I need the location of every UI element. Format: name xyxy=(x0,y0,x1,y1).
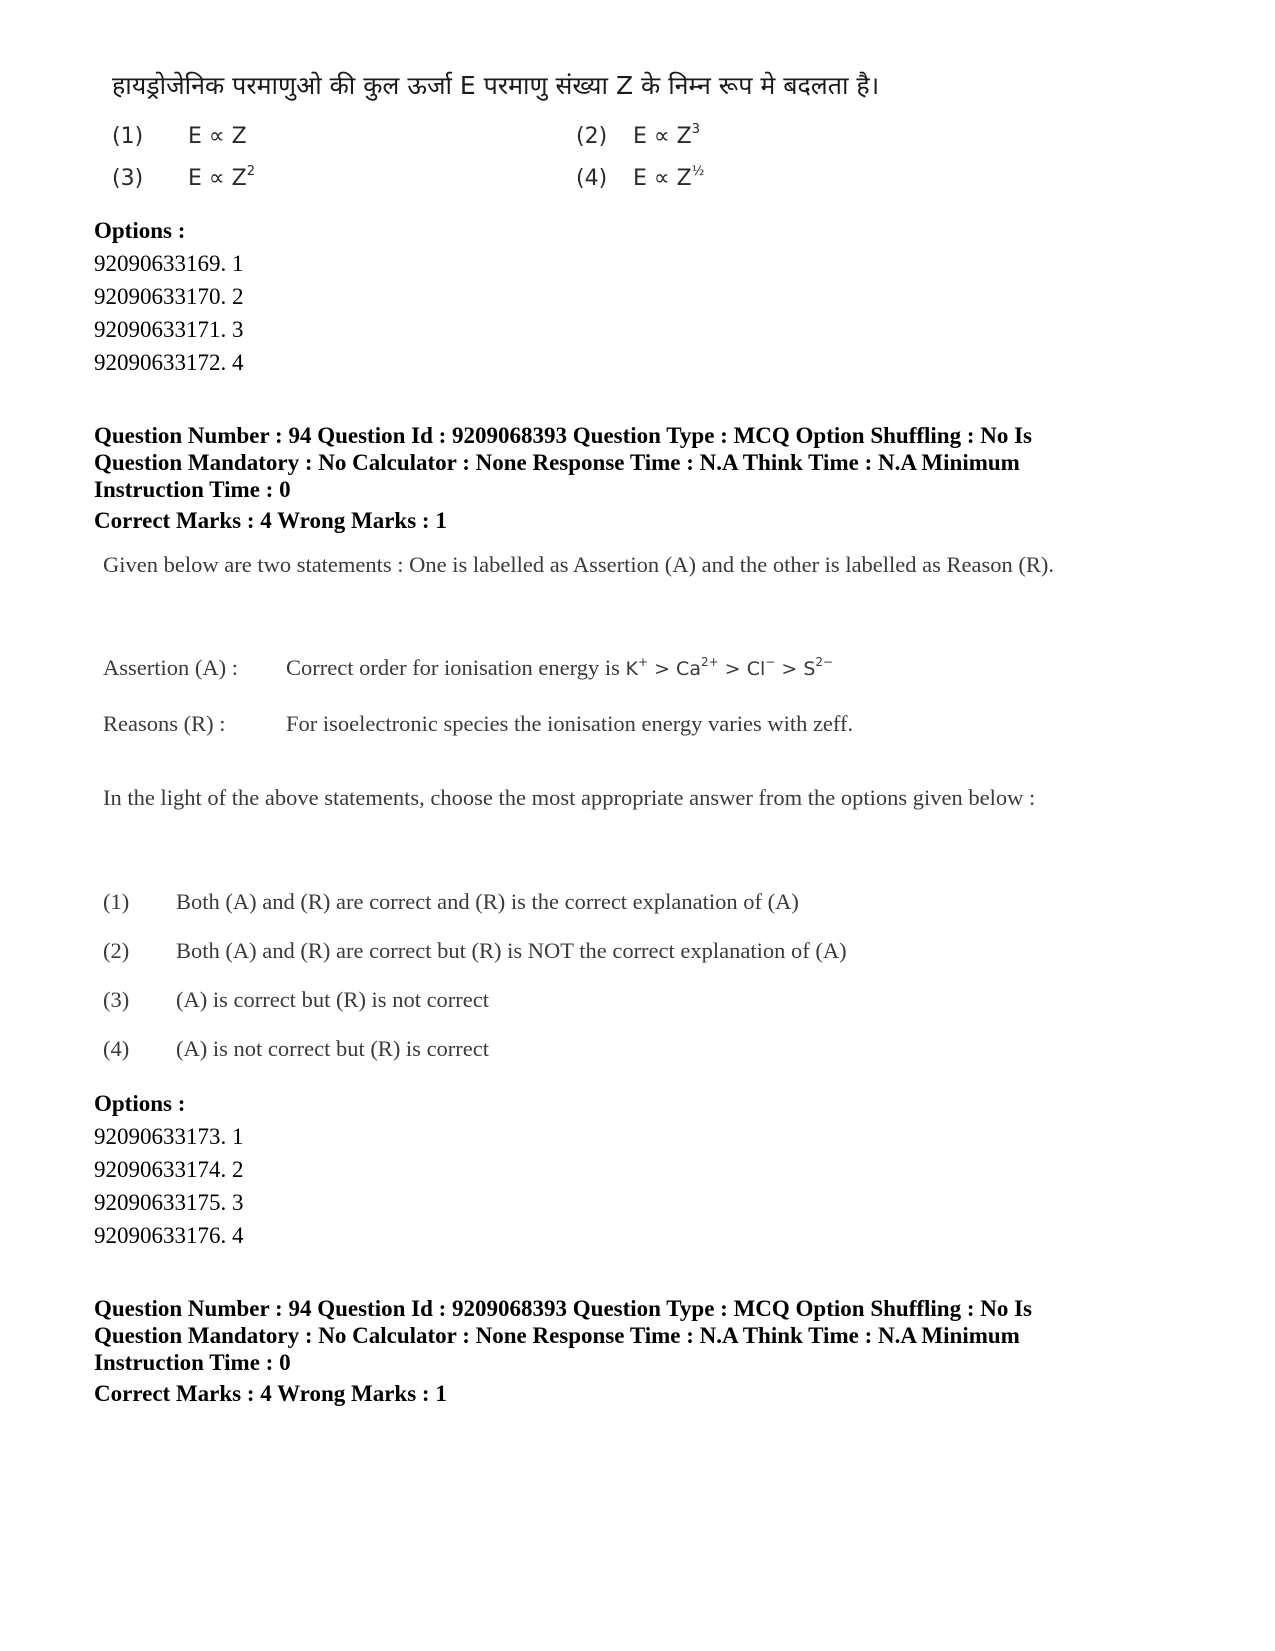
english-question-image xyxy=(103,545,1063,1061)
choice-text: (A) is correct but (R) is not correct xyxy=(176,987,490,1012)
option-id-item: 92090633171. 3 xyxy=(94,317,244,342)
choice-expression: E ∝ Z xyxy=(633,124,692,149)
chem-charge: − xyxy=(765,655,776,669)
question-meta-line: Instruction Time : 0 xyxy=(94,1350,291,1375)
choice-expression: E ∝ Z xyxy=(188,166,247,191)
choice-number: (1) xyxy=(112,124,144,149)
question-meta-line: Instruction Time : 0 xyxy=(94,477,291,502)
choice-text: Both (A) and (R) are correct and (R) is the correct explanation of (A) xyxy=(176,889,799,914)
option-id-item: 92090633176. 4 xyxy=(94,1223,244,1248)
choice-text: Both (A) and (R) are correct but (R) is NOT the correct explanation of (A) xyxy=(176,938,847,963)
hindi-question-text: हायड्रोजेनिक परमाणुओ की कुल ऊर्जा E परमाणु संख्या Z के निम्न रूप मे बदलता है। xyxy=(112,71,880,100)
choice-exponent: ½ xyxy=(691,164,705,179)
chem-gt: > xyxy=(724,658,741,680)
choice-exponent: 3 xyxy=(691,122,700,137)
chem-charge: 2− xyxy=(815,655,834,669)
choice-number: (2) xyxy=(576,124,608,149)
question-meta-line: Question Mandatory : No Calculator : None Response Time : N.A Think Time : N.A Minimum xyxy=(94,1323,1020,1348)
choice-number: (3) xyxy=(103,987,130,1012)
question-marks: Correct Marks : 4 Wrong Marks : 1 xyxy=(94,508,447,533)
option-id-item: 92090633169. 1 xyxy=(94,251,244,276)
english-choice-2 xyxy=(103,938,847,964)
option-id-item: 92090633173. 1 xyxy=(94,1124,244,1149)
chem-gt: > xyxy=(654,658,670,680)
chem-charge: 2+ xyxy=(700,655,719,669)
english-choice-3 xyxy=(103,987,489,1013)
question-prompt: In the light of the above statements, choose the most appropriate answer from the options given below : xyxy=(103,785,1036,810)
chem-gt: > xyxy=(781,658,798,680)
question-marks: Correct Marks : 4 Wrong Marks : 1 xyxy=(94,1381,447,1406)
option-id-item: 92090633172. 4 xyxy=(94,350,244,375)
question-intro: Given below are two statements : One is labelled as Assertion (A) and the other is labelled as Reason (R). xyxy=(103,552,1054,577)
chem-species: Ca xyxy=(676,658,701,680)
hindi-choice-1 xyxy=(112,122,247,149)
choice-number: (4) xyxy=(576,166,608,191)
option-id-item: 92090633174. 2 xyxy=(94,1157,244,1182)
choice-number: (4) xyxy=(103,1036,130,1061)
options-heading: Options : xyxy=(94,218,186,243)
english-choice-1 xyxy=(103,889,799,915)
question-meta-line: Question Number : 94 Question Id : 9209068393 Question Type : MCQ Option Shuffling : No Is xyxy=(94,423,1033,448)
question-meta-line: Question Mandatory : No Calculator : None Response Time : N.A Think Time : N.A Minimum xyxy=(94,450,1020,475)
hindi-choice-2 xyxy=(576,122,700,149)
choice-expression: E ∝ Z xyxy=(633,166,692,191)
assertion-label: Assertion (A) : xyxy=(103,655,238,680)
choice-exponent: 2 xyxy=(246,164,255,179)
chem-charge: + xyxy=(637,655,649,669)
choice-expression: E ∝ Z xyxy=(188,124,247,149)
reason-row xyxy=(103,711,853,737)
choice-number: (2) xyxy=(103,938,130,963)
hindi-question-image xyxy=(112,68,880,218)
assertion-row xyxy=(103,655,833,681)
hindi-choice-grid xyxy=(112,122,872,218)
chem-species: K xyxy=(625,658,638,680)
question-meta xyxy=(94,1295,1194,1376)
choice-number: (1) xyxy=(103,889,130,914)
question-meta-line: Question Number : 94 Question Id : 9209068393 Question Type : MCQ Option Shuffling : No Is xyxy=(94,1296,1033,1321)
option-id-item: 92090633170. 2 xyxy=(94,284,244,309)
choice-text: (A) is not correct but (R) is correct xyxy=(176,1036,490,1061)
hindi-choice-3 xyxy=(112,164,255,191)
question-meta xyxy=(94,422,1194,503)
english-choice-4 xyxy=(103,1036,489,1062)
chem-species: S xyxy=(803,658,816,680)
option-id-item: 92090633175. 3 xyxy=(94,1190,244,1215)
assertion-text: Correct order for ionisation energy is xyxy=(286,655,620,680)
chem-species: Cl xyxy=(746,658,766,680)
hindi-choice-4 xyxy=(576,164,704,191)
reason-text: For isoelectronic species the ionisation energy varies with zeff. xyxy=(286,711,854,736)
assertion-chem-order xyxy=(625,655,834,680)
reason-label: Reasons (R) : xyxy=(103,711,226,736)
choice-number: (3) xyxy=(112,166,144,191)
options-heading: Options : xyxy=(94,1091,186,1116)
